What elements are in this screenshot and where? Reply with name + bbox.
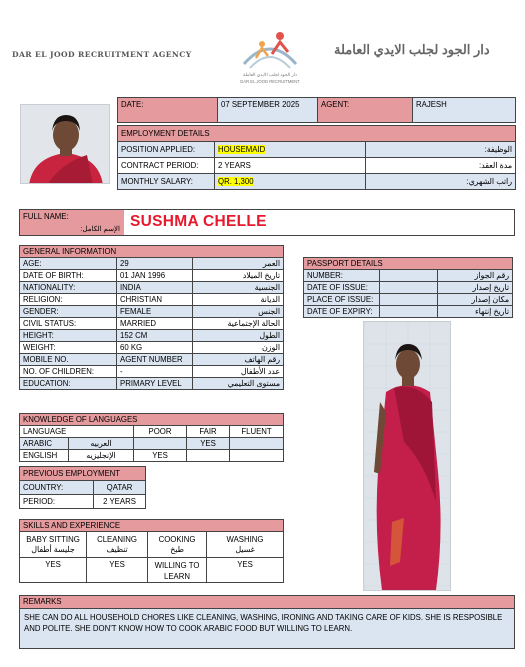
religion-label: RELIGION: bbox=[20, 294, 117, 306]
contract-label: CONTRACT PERIOD: bbox=[118, 158, 215, 174]
applicant-photo-full-body bbox=[363, 321, 451, 591]
date-value: 07 SEPTEMBER 2025 bbox=[218, 98, 318, 123]
general-information-table bbox=[19, 245, 284, 390]
education-label: EDUCATION: bbox=[20, 378, 117, 390]
remarks-title: REMARKS bbox=[19, 595, 515, 609]
languages-header-language: LANGUAGE bbox=[20, 426, 134, 438]
gender-value: FEMALE bbox=[117, 306, 193, 318]
skill-babysitting-value: YES bbox=[20, 558, 87, 583]
age-value: 29 bbox=[117, 258, 193, 270]
previous-country-value: QATAR bbox=[94, 481, 146, 495]
age-label: AGE: bbox=[20, 258, 117, 270]
gender-label: GENDER: bbox=[20, 306, 117, 318]
skill-cleaning-value: YES bbox=[87, 558, 148, 583]
height-label: HEIGHT: bbox=[20, 330, 117, 342]
previous-period-value: 2 YEARS bbox=[94, 495, 146, 509]
position-label-ar: الوظيفة: bbox=[366, 142, 516, 158]
skill-cleaning-header bbox=[87, 532, 148, 558]
full-name-label-cell bbox=[20, 210, 124, 235]
religion-value: CHRISTIAN bbox=[117, 294, 193, 306]
expiry-date-label: DATE OF EXPIRY: bbox=[304, 306, 380, 318]
education-value: PRIMARY LEVEL bbox=[117, 378, 193, 390]
civil-status-label-ar: الحالة الإجتماعية bbox=[193, 318, 284, 330]
children-label-ar: عدد الأطفال bbox=[193, 366, 284, 378]
skills-table bbox=[19, 519, 284, 583]
height-label-ar: الطول bbox=[193, 330, 284, 342]
salary-label: MONTHLY SALARY: bbox=[118, 174, 215, 190]
languages-header-fair: FAIR bbox=[187, 426, 230, 438]
language-arabic-ar: العربيه bbox=[69, 438, 134, 450]
arabic-fluent bbox=[230, 438, 284, 450]
skill-cleaning-en: CLEANING bbox=[97, 534, 137, 544]
mobile-label-ar: رقم الهاتف bbox=[193, 354, 284, 366]
salary-value: QR. 1,300 bbox=[218, 176, 254, 186]
employment-details-table bbox=[117, 125, 516, 190]
applicant-photo-portrait bbox=[20, 104, 110, 184]
passport-number-label-ar: رقم الجواز bbox=[438, 270, 513, 282]
english-fair bbox=[187, 450, 230, 462]
dob-label: DATE OF BIRTH: bbox=[20, 270, 117, 282]
language-arabic: ARABIC bbox=[20, 438, 69, 450]
logo-caption-ar: دار الجود لجلب الايدي العاملة bbox=[243, 72, 297, 77]
agency-name-en: DAR EL JOOD RECRUITMENT AGENCY bbox=[12, 50, 192, 59]
nationality-label-ar: الجنسية bbox=[193, 282, 284, 294]
date-agent-table bbox=[117, 97, 516, 123]
dob-label-ar: تاريخ الميلاد bbox=[193, 270, 284, 282]
skill-cooking-ar: طبخ bbox=[170, 544, 184, 554]
height-value: 152 CM bbox=[117, 330, 193, 342]
previous-country-label: COUNTRY: bbox=[20, 481, 94, 495]
issue-date-label: DATE OF ISSUE: bbox=[304, 282, 380, 294]
position-label: POSITION APPLIED: bbox=[118, 142, 215, 158]
civil-status-label: CIVIL STATUS: bbox=[20, 318, 117, 330]
religion-label-ar: الديانة bbox=[193, 294, 284, 306]
language-english: ENGLISH bbox=[20, 450, 69, 462]
passport-details-table bbox=[303, 257, 513, 318]
skill-cleaning-ar: تنظيف bbox=[106, 544, 128, 554]
issue-date-label-ar: تاريخ إصدار bbox=[438, 282, 513, 294]
issue-date-value bbox=[380, 282, 438, 294]
nationality-label: NATIONALITY: bbox=[20, 282, 117, 294]
english-fluent bbox=[230, 450, 284, 462]
passport-number-label: NUMBER: bbox=[304, 270, 380, 282]
remarks-text: SHE CAN DO ALL HOUSEHOLD CHORES LIKE CLEANING, WASHING, IRONING AND TAKING CARE OF KIDS. SHE IS RESPOSIBLE AND POLITE. SHE DON'T KNOW HOW TO COOK ARABIC FOOD BUT WILLING TO LEARN. bbox=[19, 609, 515, 649]
agency-name-ar: دار الجود لجلب الايدي العاملة bbox=[334, 42, 490, 57]
children-value: - bbox=[117, 366, 193, 378]
previous-period-label: PERIOD: bbox=[20, 495, 94, 509]
general-title: GENERAL INFORMATION bbox=[20, 246, 284, 258]
weight-label: WEIGHT: bbox=[20, 342, 117, 354]
logo-caption-en: DAR EL JOOD RECRUITMENT bbox=[240, 79, 300, 84]
full-name-label: FULL NAME: bbox=[23, 212, 69, 221]
nationality-value: INDIA bbox=[117, 282, 193, 294]
issue-place-label-ar: مكان إصدار bbox=[438, 294, 513, 306]
weight-label-ar: الوزن bbox=[193, 342, 284, 354]
passport-title: PASSPORT DETAILS bbox=[304, 258, 513, 270]
gender-label-ar: الجنس bbox=[193, 306, 284, 318]
arabic-fair: YES bbox=[187, 438, 230, 450]
skill-washing-ar: غسيل bbox=[235, 544, 255, 554]
contract-value: 2 YEARS bbox=[215, 158, 366, 174]
mobile-value: AGENT NUMBER bbox=[117, 354, 193, 366]
salary-label-ar: راتب الشهري: bbox=[366, 174, 516, 190]
education-label-ar: مستوى التعليمي bbox=[193, 378, 284, 390]
agent-value: RAJESH bbox=[413, 98, 516, 123]
agent-label: AGENT: bbox=[318, 98, 413, 123]
age-label-ar: العمر bbox=[193, 258, 284, 270]
languages-header-poor: POOR bbox=[134, 426, 187, 438]
skill-washing-header bbox=[207, 532, 284, 558]
date-label: DATE: bbox=[118, 98, 218, 123]
full-name-label-ar: الإسم الكامل: bbox=[80, 226, 120, 233]
dob-value: 01 JAN 1996 bbox=[117, 270, 193, 282]
issue-place-value bbox=[380, 294, 438, 306]
skill-babysitting-header bbox=[20, 532, 87, 558]
expiry-date-value bbox=[380, 306, 438, 318]
skill-babysitting-ar: جليسة أطفال bbox=[31, 544, 75, 554]
arabic-poor bbox=[134, 438, 187, 450]
skill-washing-en: WASHING bbox=[226, 534, 264, 544]
languages-header-fluent: FLUENT bbox=[230, 426, 284, 438]
language-english-ar: الإنجليزيه bbox=[69, 450, 134, 462]
weight-value: 60 KG bbox=[117, 342, 193, 354]
previous-employment-table bbox=[19, 466, 146, 509]
languages-title: KNOWLEDGE OF LANGUAGES bbox=[20, 414, 284, 426]
passport-number-value bbox=[380, 270, 438, 282]
contract-label-ar: مدة العقد: bbox=[366, 158, 516, 174]
skill-cooking-header bbox=[148, 532, 207, 558]
full-name-value: SUSHMA CHELLE bbox=[130, 213, 267, 230]
languages-table bbox=[19, 413, 284, 462]
issue-place-label: PLACE OF ISSUE: bbox=[304, 294, 380, 306]
skill-babysitting-en: BABY SITTING bbox=[26, 534, 80, 544]
mobile-label: MOBILE NO. bbox=[20, 354, 117, 366]
previous-title: PREVIOUS EMPLOYMENT bbox=[20, 467, 146, 481]
skill-cooking-en: COOKING bbox=[158, 534, 196, 544]
full-name-box bbox=[19, 209, 515, 236]
skill-cooking-value: WILLING TO LEARN bbox=[148, 558, 207, 583]
civil-status-value: MARRIED bbox=[117, 318, 193, 330]
children-label: NO. OF CHILDREN: bbox=[20, 366, 117, 378]
english-poor: YES bbox=[134, 450, 187, 462]
position-value: HOUSEMAID bbox=[218, 144, 266, 154]
skills-title: SKILLS AND EXPERIENCE bbox=[20, 520, 284, 532]
employment-title: EMPLOYMENT DETAILS bbox=[118, 126, 516, 142]
expiry-date-label-ar: تاريخ إنتهاء bbox=[438, 306, 513, 318]
skill-washing-value: YES bbox=[207, 558, 284, 583]
